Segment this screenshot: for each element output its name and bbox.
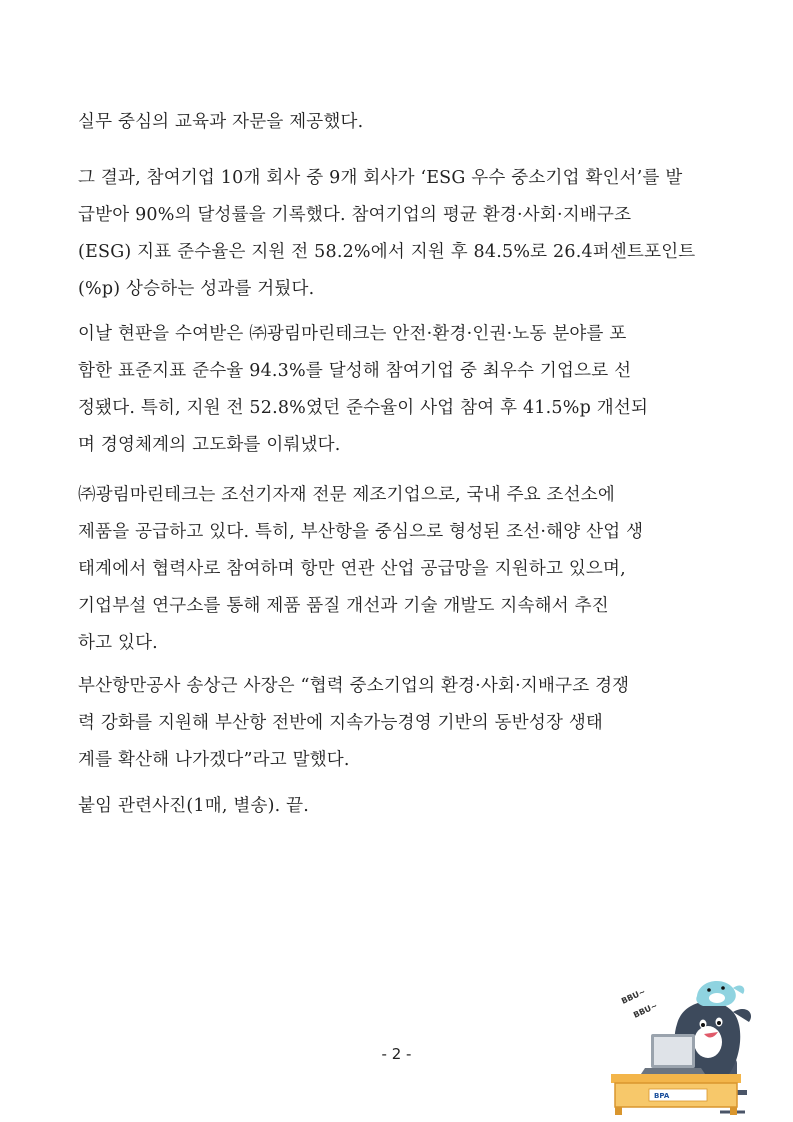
svg-text:BBU~: BBU~ xyxy=(632,1000,659,1020)
page-number: - 2 - xyxy=(381,1045,412,1063)
p6-line-1: 붙임 관련사진(1매, 별송). 끝. xyxy=(78,796,310,816)
p4 xyxy=(78,477,718,662)
p2-line-4: (%p) 상승하는 성과를 거뒀다. xyxy=(78,279,315,299)
whale-mascot-icon xyxy=(605,962,765,1117)
p3 xyxy=(78,316,718,464)
p1-line-1: 실무 중심의 교육과 자문을 제공했다. xyxy=(78,112,364,132)
p3-line-2: 함한 표준지표 준수율 94.3%를 달성해 참여기업 중 최우수 기업으로 선 xyxy=(78,361,632,381)
p6 xyxy=(78,788,718,825)
p5 xyxy=(78,668,718,779)
p5-line-1: 부산항만공사 송상근 사장은 “협력 중소기업의 환경·사회·지배구조 경쟁 xyxy=(78,676,630,696)
p3-line-1: 이날 현판을 수여받은 ㈜광림마린테크는 안전·환경·인권·노동 분야를 포 xyxy=(78,324,627,344)
svg-text:BPA: BPA xyxy=(654,1092,670,1100)
p4-line-2: 제품을 공급하고 있다. 특히, 부산항을 중심으로 형성된 조선·해양 산업 생 xyxy=(78,522,644,542)
p4-line-5: 하고 있다. xyxy=(78,633,158,653)
svg-text:BBU~: BBU~ xyxy=(620,986,647,1006)
p2-line-3: (ESG) 지표 준수율은 지원 전 58.2%에서 지원 후 84.5%로 26.4퍼센트포인트 xyxy=(78,242,696,262)
p3-line-4: 며 경영체계의 고도화를 이뤄냈다. xyxy=(78,435,341,455)
mascot-illustration xyxy=(605,962,765,1117)
p5-line-3: 계를 확산해 나가겠다”라고 말했다. xyxy=(78,750,350,770)
p4-line-3: 태계에서 협력사로 참여하며 항만 연관 산업 공급망을 지원하고 있으며, xyxy=(78,559,626,579)
p4-line-1: ㈜광림마린테크는 조선기자재 전문 제조기업으로, 국내 주요 조선소에 xyxy=(78,485,615,505)
p3-line-3: 정됐다. 특히, 지원 전 52.8%였던 준수율이 사업 참여 후 41.5%p 개선되 xyxy=(78,398,649,418)
p2-line-2: 급받아 90%의 달성률을 기록했다. 참여기업의 평균 환경·사회·지배구조 xyxy=(78,205,632,225)
p2-line-1: 그 결과, 참여기업 10개 회사 중 9개 회사가 ‘ESG 우수 중소기업 확인서’를 발 xyxy=(78,168,683,188)
p1 xyxy=(78,104,718,141)
p5-line-2: 력 강화를 지원해 부산항 전반에 지속가능경영 기반의 동반성장 생태 xyxy=(78,713,604,733)
p4-line-4: 기업부설 연구소를 통해 제품 품질 개선과 기술 개발도 지속해서 추진 xyxy=(78,596,609,616)
p2 xyxy=(78,160,718,308)
